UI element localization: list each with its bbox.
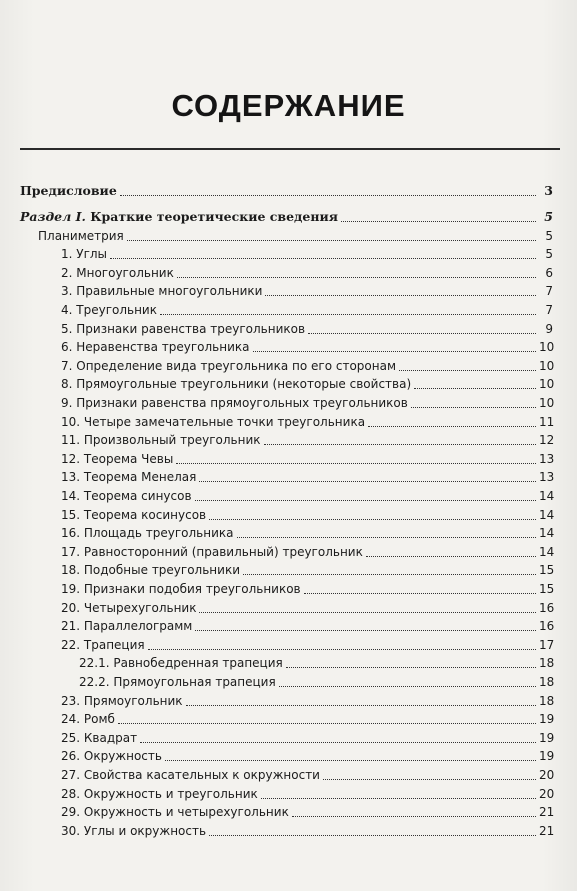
toc-page-number: 20 [539, 768, 555, 782]
toc-page-number: 11 [539, 414, 555, 429]
toc-page-number: 14 [539, 526, 555, 541]
dot-leader [209, 518, 536, 520]
toc-entry-title: 16. Площадь треугольника [61, 526, 234, 541]
toc-entry-title [20, 209, 338, 225]
toc-page-number: 18 [539, 693, 555, 708]
toc-entry[interactable] [61, 321, 553, 337]
toc-entry-title: 15. Теорема косинусов [61, 507, 207, 522]
toc-entry-title: 23. Прямоугольник [61, 693, 183, 708]
toc-entry[interactable] [61, 823, 553, 839]
toc-entry[interactable] [61, 507, 553, 523]
dot-leader [120, 194, 536, 196]
toc-entry[interactable] [61, 283, 553, 299]
dot-leader [341, 220, 536, 222]
toc-entry[interactable] [79, 674, 553, 690]
dot-leader [411, 406, 536, 408]
toc-entry-title: Предисловие [20, 183, 117, 198]
toc-entry[interactable] [20, 209, 553, 225]
toc-entry[interactable] [61, 786, 553, 802]
toc-page-number: 7 [545, 284, 553, 299]
toc-entry[interactable] [61, 302, 553, 318]
toc-page-number: 13 [539, 451, 555, 466]
dot-leader [177, 276, 536, 278]
dot-leader [323, 778, 536, 780]
toc-entry[interactable] [61, 748, 553, 764]
toc-entry-title: Планиметрия [38, 228, 124, 243]
toc-page-number: 19 [539, 730, 555, 745]
toc-entry[interactable] [61, 488, 553, 504]
dot-leader [366, 555, 536, 557]
toc-entry-title: 9. Признаки равенства прямоугольных треугольников [61, 396, 408, 410]
toc-entry-title: 21. Параллелограмм [61, 619, 193, 634]
toc-entry-title: 2. Многоугольник [61, 265, 174, 280]
toc-entry[interactable] [38, 228, 553, 244]
toc-page-number: 14 [539, 489, 555, 503]
toc-entry[interactable] [61, 711, 553, 727]
dot-leader [308, 332, 536, 334]
dot-leader [176, 462, 536, 464]
toc-entry[interactable] [61, 339, 553, 355]
dot-leader [279, 685, 536, 687]
dot-leader [286, 666, 536, 668]
dot-leader [237, 536, 537, 538]
dot-leader [209, 834, 536, 836]
dot-leader [368, 425, 536, 427]
toc-entry[interactable] [61, 469, 553, 485]
dot-leader [195, 499, 536, 501]
dot-leader [148, 648, 536, 650]
toc-page-number: 14 [539, 507, 555, 522]
toc-page-number: 12 [539, 433, 555, 448]
dot-leader [110, 257, 536, 259]
dot-leader [304, 592, 536, 594]
dot-leader [292, 815, 536, 817]
toc-entry[interactable] [61, 544, 553, 560]
toc-entry[interactable] [61, 395, 553, 411]
toc-entry-title: 20. Четырехугольник [61, 600, 197, 615]
toc-entry[interactable] [20, 183, 553, 199]
toc-entry-title: 30. Углы и окружность [61, 823, 207, 838]
toc-page-number: 20 [539, 786, 555, 801]
toc-page-number: 15 [539, 563, 555, 578]
dot-leader [261, 797, 536, 799]
toc-page-number: 10 [539, 340, 555, 355]
toc-entry[interactable] [61, 358, 553, 374]
toc-page-number: 19 [539, 749, 555, 764]
toc-page-number: 5 [545, 247, 553, 262]
dot-leader [399, 369, 536, 371]
toc-section-name: Краткие теоретические сведения [90, 209, 338, 224]
toc-page-number: 5 [544, 209, 553, 224]
dot-leader [199, 611, 536, 613]
toc-entry-title: 22. Трапеция [61, 637, 145, 652]
toc-entry[interactable] [61, 637, 553, 653]
toc-entry-title: 18. Подобные треугольники [61, 563, 240, 578]
title-divider [20, 148, 560, 150]
toc-entry[interactable] [61, 581, 553, 597]
toc-entry-title: 29. Окружность и четырехугольник [61, 805, 289, 820]
dot-leader [243, 573, 536, 575]
toc-page-number: 14 [539, 544, 555, 559]
toc-page-number: 10 [539, 358, 555, 373]
toc-entry-title: 10. Четыре замечательные точки треугольника [61, 414, 366, 429]
toc-page-number: 9 [545, 321, 553, 336]
toc-entry-title: 27. Свойства касательных к окружности [61, 768, 320, 782]
dot-leader [199, 480, 536, 482]
toc-entry[interactable] [61, 265, 553, 281]
dot-leader [165, 759, 536, 761]
toc-entry[interactable] [61, 525, 553, 541]
toc-section-prefix: Раздел I. [20, 209, 86, 224]
toc-entry[interactable] [61, 376, 553, 392]
toc-entry-title: 1. Углы [61, 247, 108, 262]
toc-entry-title: 7. Определение вида треугольника по его сторонам [61, 358, 396, 373]
toc-entry-title: 8. Прямоугольные треугольники (некоторые свойства) [61, 377, 412, 392]
dot-leader [265, 294, 536, 296]
toc-page-number: 18 [539, 675, 555, 689]
toc-entry-title: 26. Окружность [61, 749, 162, 764]
toc-entry-title: 25. Квадрат [61, 730, 138, 745]
toc-entry[interactable] [61, 600, 553, 616]
toc-page-number: 13 [539, 470, 555, 485]
toc-page-number: 6 [545, 265, 553, 280]
toc-page-number: 10 [539, 377, 555, 392]
toc-page-number: 16 [539, 600, 555, 615]
toc-entry-title: 22.1. Равнобедренная трапеция [79, 656, 283, 671]
toc-entry[interactable] [61, 693, 553, 709]
toc-entry[interactable] [61, 414, 553, 430]
toc-page-number: 16 [539, 619, 555, 634]
dot-leader [195, 629, 536, 631]
dot-leader [264, 443, 536, 445]
dot-leader [186, 704, 536, 706]
toc-entry[interactable] [61, 804, 553, 820]
toc-page-number: 21 [539, 823, 555, 838]
toc-entry-title: 12. Теорема Чевы [61, 451, 174, 466]
toc-entry[interactable] [61, 451, 553, 467]
toc-entry[interactable] [79, 655, 553, 671]
toc-page-number: 10 [539, 396, 555, 410]
page-title: СОДЕРЖАНИЕ [171, 88, 406, 123]
dot-leader [118, 722, 536, 724]
toc-entry-title: 14. Теорема синусов [61, 489, 192, 503]
dot-leader [127, 239, 536, 241]
toc-entry-title: 3. Правильные многоугольники [61, 284, 263, 299]
toc-entry[interactable] [61, 432, 553, 448]
toc-entry[interactable] [61, 246, 553, 262]
toc-page-number: 19 [539, 712, 555, 727]
toc-entry-title: 4. Треугольник [61, 303, 157, 317]
toc-entry[interactable] [61, 767, 553, 783]
dot-leader [414, 387, 536, 389]
dot-leader [253, 350, 537, 352]
toc-entry-title: 28. Окружность и треугольник [61, 786, 258, 801]
toc-entry-title: 24. Ромб [61, 712, 115, 727]
toc-entry-title: 5. Признаки равенства треугольников [61, 321, 306, 336]
toc-page-number: 17 [539, 637, 555, 652]
toc-entry-title: 19. Признаки подобия треугольников [61, 582, 301, 596]
toc-page-number: 18 [539, 656, 555, 671]
toc-entry-title: 6. Неравенства треугольника [61, 340, 250, 355]
toc-entry-title: 17. Равносторонний (правильный) треугольник [61, 544, 363, 559]
toc-entry-title: 11. Произвольный треугольник [61, 433, 261, 448]
toc-entry-title: 13. Теорема Менелая [61, 470, 197, 485]
toc-entry[interactable] [61, 730, 553, 746]
toc-entry[interactable] [61, 618, 553, 634]
dot-leader [140, 741, 536, 743]
toc-entry[interactable] [61, 562, 553, 578]
toc-page-number: 3 [544, 183, 553, 198]
toc-page-number: 15 [539, 582, 555, 596]
toc-page-number: 21 [539, 805, 555, 820]
toc-entry-title: 22.2. Прямоугольная трапеция [79, 675, 276, 689]
toc-page-number: 7 [545, 303, 553, 317]
dot-leader [160, 313, 536, 315]
toc-page-number: 5 [545, 228, 553, 243]
